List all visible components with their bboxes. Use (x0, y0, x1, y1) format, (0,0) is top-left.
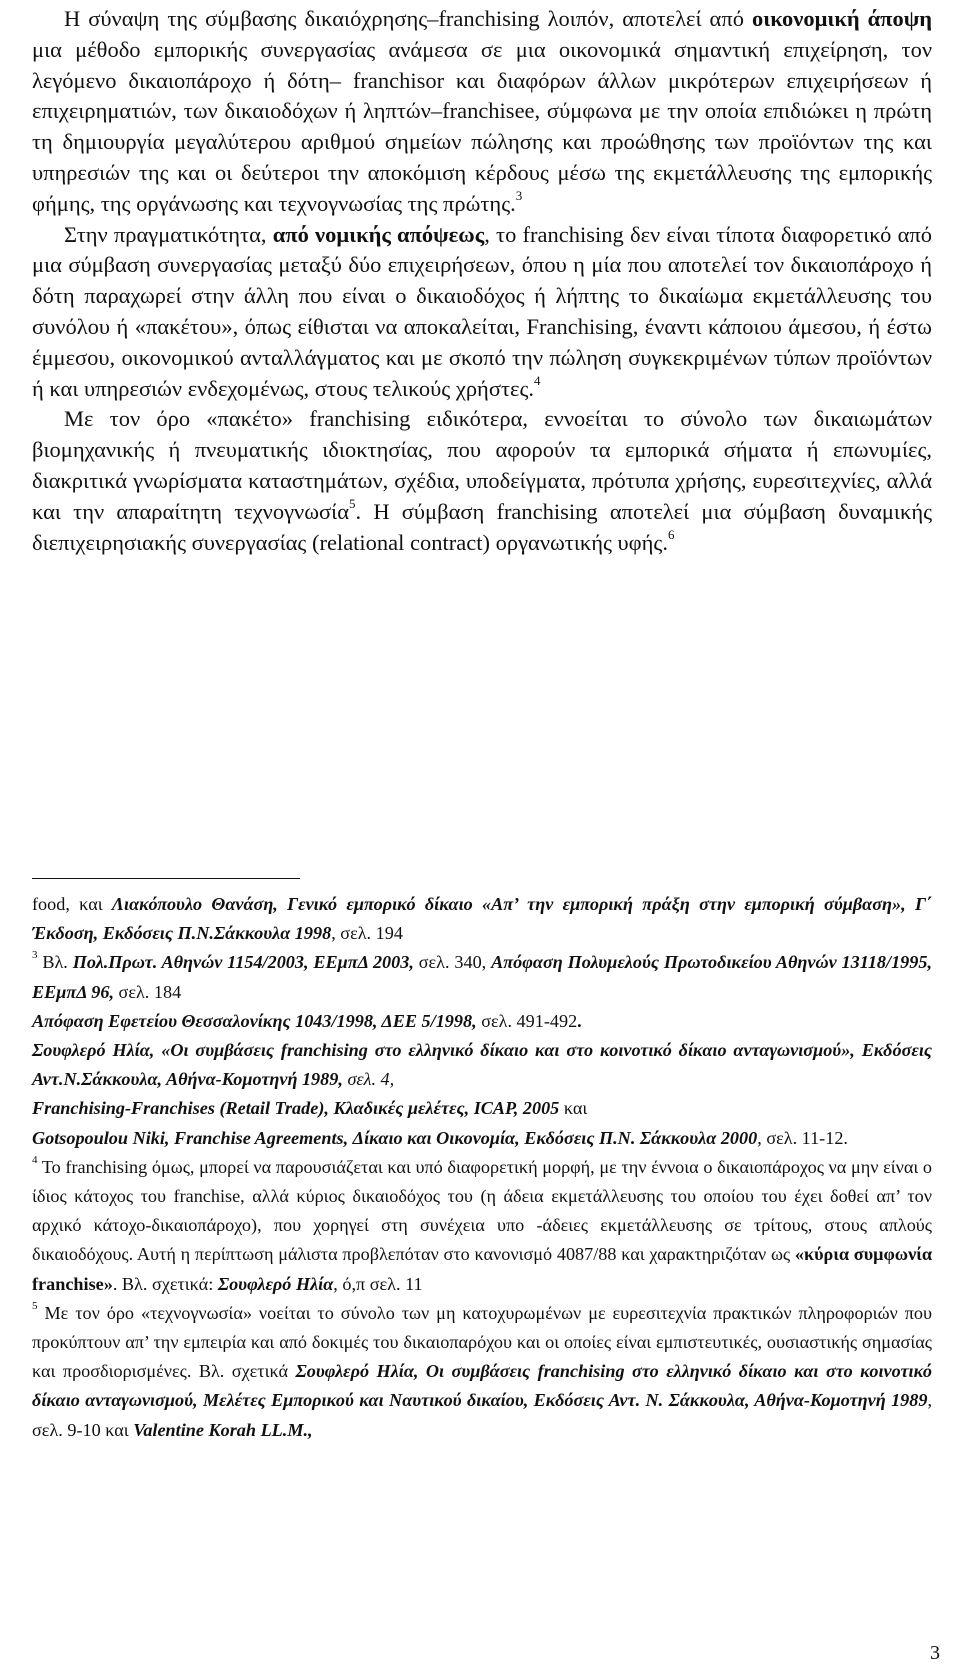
citation: Απόφαση Εφετείου Θεσσαλονίκης 1043/1998, ΔΕΕ 5/1998, (32, 1010, 477, 1031)
footnote-ref-3[interactable]: 3 (515, 188, 523, 204)
footnote-text: , ό,π σελ. 11 (333, 1273, 423, 1294)
citation: Σουφλερό Ηλία, Οι συμβάσεις franchising στο ελληνικό δίκαιο και στο κοινοτικό δίκαιο ανταγωνισμού, Μελέτες Εμπορικού και Ναυτικού δικαίου, Εκδόσεις Αντ. Ν. Σάκκουλα, Αθήνα-Κομοτηνή 1989 (32, 1361, 932, 1411)
footnote-3-line-3 (32, 1036, 932, 1094)
footnote-3-line-5 (32, 1124, 932, 1153)
footnote-3-line-2 (32, 1007, 932, 1036)
citation: Σουφλερό Ηλία, «Οι συμβάσεις franchising στο ελληνικό δίκαιο και στο κοινοτικό δίκαιο ανταγωνισμού», Εκδόσεις Αντ.Ν.Σάκκουλα, Αθήνα-Κομοτηνή 1989, (32, 1040, 932, 1090)
bold-phrase: από νομικής απόψεως (272, 221, 485, 247)
footnote-number: 5 (32, 1299, 38, 1312)
bold-phrase: οικονομική άποψη (751, 6, 932, 31)
main-text (32, 4, 932, 558)
footnote-5 (32, 1299, 932, 1445)
paragraph-2 (32, 220, 932, 405)
footnote-text: food, και (32, 894, 112, 914)
citation: Πολ.Πρωτ. Αθηνών 1154/2003, ΕΕμπΔ 2003, (72, 952, 414, 973)
footnote-ref-4[interactable]: 4 (533, 373, 541, 389)
footnote-3 (32, 948, 932, 1006)
footnote-ref-6[interactable]: 6 (667, 527, 675, 543)
footnote-text: . Βλ. σχετικά: (112, 1273, 218, 1294)
paragraph-text: , το franchising δεν είναι τίποτα διαφορετικό από μια σύμβαση συνεργασίας μεταξύ δύο επιχειρήσεων, όπου η μία που αποτελεί τον δικαιοπάροχο ή δότη παραχωρεί στην άλλη που είναι ο δικαιοδόχος ή λήπτης το δικαίωμα εκμετάλλευσης του συνόλου ή «πακέτου», όπως είθισται να αποκαλείται, Franchising, έναντι κάποιου άμεσου, ή έστω έμμεσου, οικονομικού ανταλλάγματος και με σκοπό την πώληση συγκεκριμένων τύπων προϊόντων ή και υπηρεσιών ενδεχομένως, στους τελικούς χρήστες. (32, 221, 932, 401)
paragraph-3 (32, 404, 932, 558)
bold-phrase: «κύρια συμφωνία franchise» (32, 1244, 933, 1294)
footnote-number: 4 (32, 1153, 38, 1166)
footnote-text: , σελ. 194 (331, 923, 403, 944)
footnote-text: σελ. 4, (342, 1069, 395, 1090)
citation: Σουφλερό Ηλία (217, 1273, 334, 1294)
footnote-text: σελ. 184 (114, 981, 182, 1002)
footnote-number: 3 (32, 949, 38, 962)
page-number: 3 (930, 1642, 940, 1664)
paragraph-text: Με τον όρο «πακέτο» franchising ειδικότερα, εννοείται το σύνολο των δικαιωμάτων βιομηχανικής ή πνευματικής ιδιοκτησίας, που αφορούν τα εμπορικά σήματα ή επωνυμίες, διακριτικά γνωρίσματα καταστημάτων, σχέδια, υποδείγματα, πρότυπα χρήσης, ευρεσιτεχνίες, αλλά και την απαραίτητη τεχνογνωσία (32, 406, 932, 524)
footnote-continued (32, 890, 932, 948)
citation: Gotsopoulou Niki, Franchise Agreements, Δίκαιο και Οικονομία, Εκδόσεις Π.Ν. Σάκκουλα 2000 (32, 1127, 758, 1148)
paragraph-text: Η σύναψη της σύμβασης δικαιόχρησης–franchising λοιπόν, αποτελεί από (64, 6, 752, 31)
paragraph-text: μια μέθοδο εμπορικής συνεργασίας ανάμεσα σε μια οικονομικά σημαντική επιχείρηση, τον λεγόμενο δικαιοπάροχο ή δότη– franchisor και διαφόρων άλλων μικρότερων επιχειρήσεων ή επιχειρηματιών, των δικαιοδόχων ή ληπτών–franchisee, σύμφωνα με την οποία επιδιώκει η πρώτη τη δημιουργία μεγαλύτερου αριθμού σημείων πώλησης και προώθησης των προϊόντων της και υπηρεσιών της και οι δεύτεροι την αποκόμιση κέρδους μέσω της εκμετάλλευσης της εμπορικής φήμης, της οργάνωσης και τεχνογνωσίας της πρώτης. (32, 36, 932, 216)
paragraph-text: Στην πραγματικότητα, (64, 221, 273, 247)
footnote-4 (32, 1153, 932, 1299)
footnote-text: , σελ. 11-12. (757, 1127, 848, 1148)
footnote-text: Βλ. (37, 952, 73, 973)
footnote-text: Με τον όρο «τεχνογνωσία» νοείται το σύνολο των μη κατοχυρωμένων με ευρεσιτεχνία πρακτικών πληροφοριών που προκύπτουν απ’ την εμπειρία και από δοκιμές του δικαιοπαρόχου και οι οποίες είναι εμπιστευτικές, ουσιαστικής σημασίας και προσδιορισμένες. Βλ. σχετικά (32, 1302, 932, 1382)
footnote-text: Το franchising όμως, μπορεί να παρουσιάζεται και υπό διαφορετική μορφή, με την έννοια ο δικαιοπάροχος να μην είναι ο ίδιος κάτοχος του franchise, αλλά κύριος δικαιοδόχος του (η άδεια εκμετάλλευσης του οποίου του έχει δοθεί απ’ τον αρχικό κάτοχο-δικαιοπάροχο), που χορηγεί στη συνέχεια υπο -άδειες εκμετάλλευσης σε τρίτους, στους απλούς δικαιοδόχους. Αυτή η περίπτωση μάλιστα προβλεπόταν στο κανονισμό 4087/88 και χαρακτηριζόταν ως (32, 1156, 932, 1265)
footnote-3-line-4 (32, 1094, 932, 1123)
citation: Απόφαση Πολυμελούς Πρωτοδικείου Αθηνών 13118/1995, ΕΕμπΔ 96, (32, 952, 932, 1002)
paragraph-text: . Η σύμβαση franchising αποτελεί μια σύμβαση δυναμικής διεπιχειρησιακής συνεργασίας (relational contract) οργανωτικής υφής. (32, 498, 932, 555)
citation: Franchising-Franchises (Retail Trade), Κλαδικές μελέτες, ICAP, 2005 (32, 1098, 560, 1119)
footnote-divider (32, 878, 300, 879)
footnotes (32, 890, 932, 1445)
footnote-text: . (577, 1010, 582, 1031)
citation: Λιακόπουλο Θανάση, Γενικό εμπορικό δίκαιο «Απ’ την εμπορική πράξη στην εμπορική σύμβαση», Γ΄ Έκδοση, Εκδόσεις Π.Ν.Σάκκουλα 1998 (32, 894, 932, 944)
footnote-text: σελ. 491-492 (476, 1010, 578, 1031)
paragraph-1 (32, 4, 932, 220)
footnote-ref-5[interactable]: 5 (349, 496, 356, 512)
footnote-text: , σελ. 9-10 και (32, 1390, 932, 1440)
footnote-text: σελ. 340, (413, 952, 492, 973)
footnote-text: και (559, 1098, 588, 1119)
citation: Valentine Korah LL.M., (133, 1419, 313, 1440)
